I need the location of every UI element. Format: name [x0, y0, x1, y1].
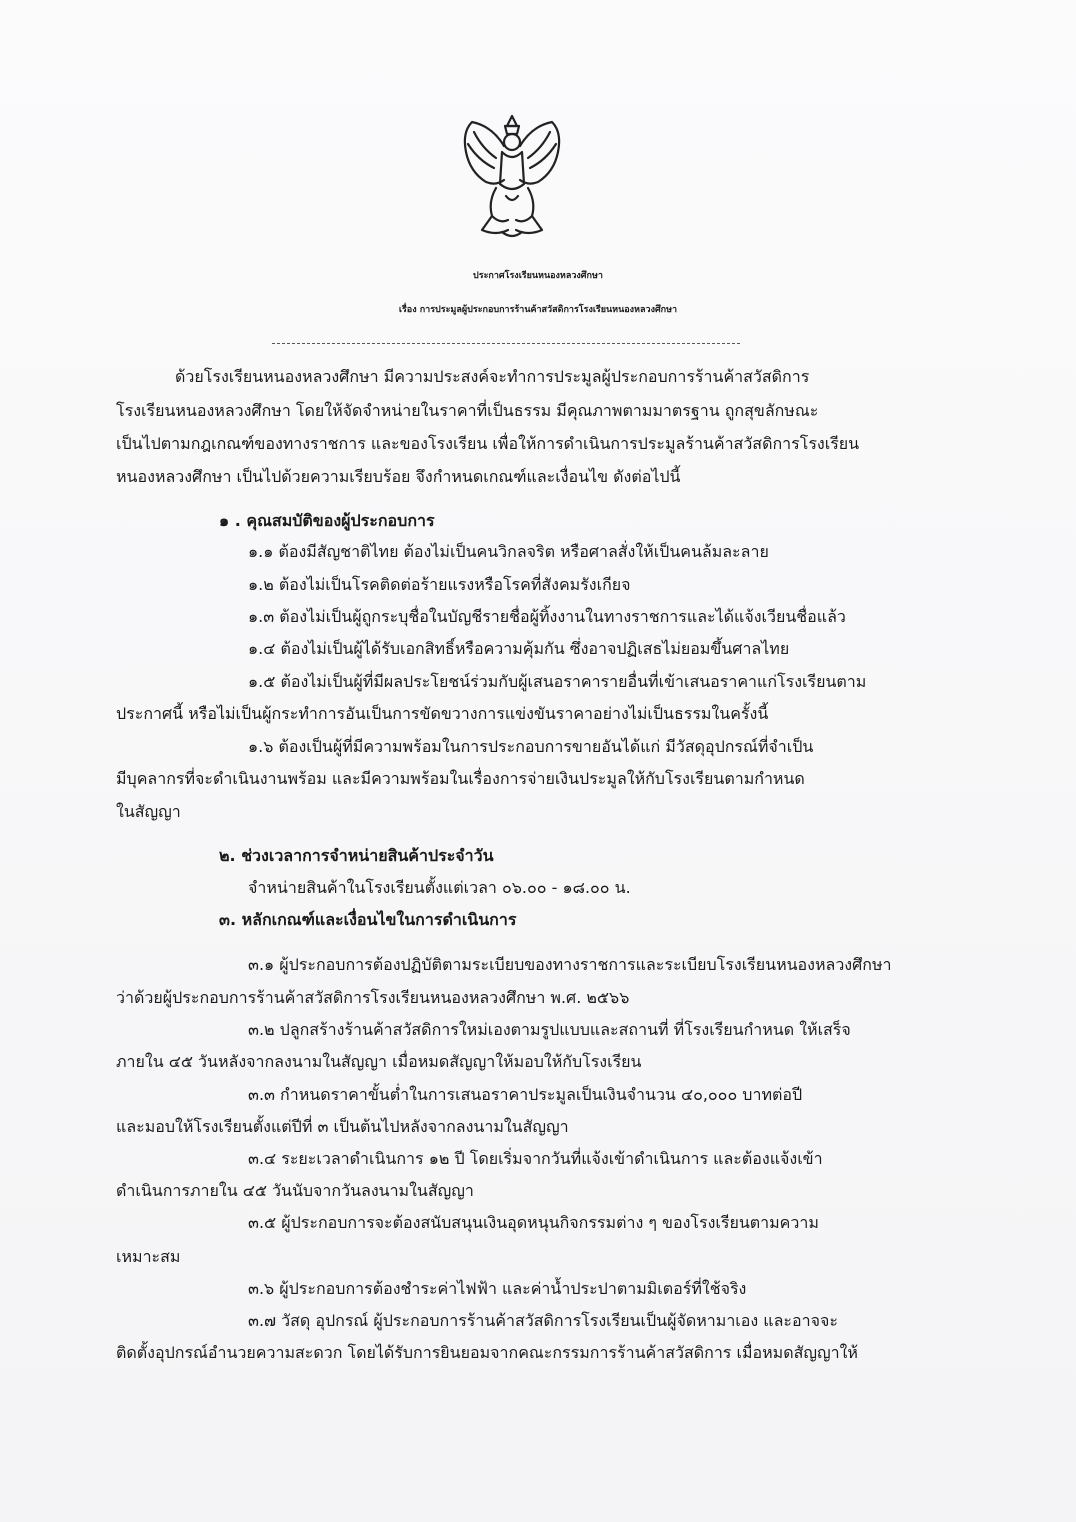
- section-1-line: ๑.๒ ต้องไม่เป็นโรคติดต่อร้ายแรงหรือโรคที่สังคมรังเกียจ: [248, 575, 631, 594]
- intro-line: ด้วยโรงเรียนหนองหลวงศึกษา มีความประสงค์จะทำการประมูลผู้ประกอบการร้านค้าสวัสดิการ: [175, 367, 810, 386]
- announcement-subject: เรื่อง การประมูลผู้ประกอบการร้านค้าสวัสดิการโรงเรียนหนองหลวงศึกษา: [398, 305, 678, 315]
- section-1-line: ๑.๔ ต้องไม่เป็นผู้ได้รับเอกสิทธิ์หรือความคุ้มกัน ซึ่งอาจปฏิเสธไม่ยอมขึ้นศาลไทย: [248, 639, 790, 658]
- garuda-emblem-icon: [452, 112, 572, 242]
- section-3-line: ๓.๗ วัสดุ อุปกรณ์ ผู้ประกอบการร้านค้าสวัสดิการโรงเรียนเป็นผู้จัดหามาเอง และอาจจะ: [248, 1311, 838, 1330]
- section-2-heading: ๒. ช่วงเวลาการจำหน่ายสินค้าประจำวัน: [219, 846, 494, 865]
- section-2-line: จำหน่ายสินค้าในโรงเรียนตั้งแต่เวลา ๐๖.๐๐ - ๑๘.๐๐ น.: [248, 878, 631, 897]
- section-1-line: ๑.๓ ต้องไม่เป็นผู้ถูกระบุชื่อในบัญชีรายชื่อผู้ทิ้งงานในทางราชการและได้แจ้งเวียนชื่อแล้ว: [248, 607, 846, 626]
- section-3-line: ๓.๑ ผู้ประกอบการต้องปฏิบัติตามระเบียบของทางราชการและระเบียบโรงเรียนหนองหลวงศึกษา: [248, 955, 892, 974]
- section-3-line: ๓.๔ ระยะเวลาดำเนินการ ๑๒ ปี โดยเริ่มจากวันที่แจ้งเข้าดำเนินการ และต้องแจ้งเข้า: [248, 1149, 823, 1168]
- intro-line: โรงเรียนหนองหลวงศึกษา โดยให้จัดจำหน่ายในราคาที่เป็นธรรม มีคุณภาพตามมาตรฐาน ถูกสุขลักษณะ: [116, 401, 819, 420]
- dashed-divider: [272, 343, 740, 344]
- section-1-line: ในสัญญา: [116, 802, 181, 821]
- section-3-heading: ๓. หลักเกณฑ์และเงื่อนไขในการดำเนินการ: [219, 910, 517, 929]
- section-3-line: ภายใน ๔๕ วันหลังจากลงนามในสัญญา เมื่อหมดสัญญาให้มอบให้กับโรงเรียน: [116, 1052, 642, 1071]
- section-3-line: ดำเนินการภายใน ๔๕ วันนับจากวันลงนามในสัญญา: [116, 1181, 474, 1200]
- section-1-line: มีบุคลากรที่จะดำเนินงานพร้อม และมีความพร้อมในเรื่องการจ่ายเงินประมูลให้กับโรงเรียนตามกำหนด: [116, 769, 805, 788]
- section-1-line: ประกาศนี้ หรือไม่เป็นผู้กระทำการอันเป็นการขัดขวางการแข่งขันราคาอย่างไม่เป็นธรรมในครั้งนี้: [116, 704, 769, 723]
- section-3-line: ๓.๓ กำหนดราคาขั้นต่ำในการเสนอราคาประมูลเป็นเงินจำนวน ๔๐,๐๐๐ บาทต่อปี: [248, 1085, 803, 1104]
- section-3-line: และมอบให้โรงเรียนตั้งแต่ปีที่ ๓ เป็นต้นไปหลังจากลงนามในสัญญา: [116, 1117, 569, 1136]
- section-1-line: ๑.๑ ต้องมีสัญชาติไทย ต้องไม่เป็นคนวิกลจริต หรือศาลสั่งให้เป็นคนล้มละลาย: [248, 542, 769, 561]
- section-1-line: ๑.๕ ต้องไม่เป็นผู้ที่มีผลประโยชน์ร่วมกับผู้เสนอราคารายอื่นที่เข้าเสนอราคาแก่โรงเรียนตาม: [248, 672, 867, 691]
- section-3-line: ๓.๒ ปลูกสร้างร้านค้าสวัสดิการใหม่เองตามรูปแบบและสถานที่ ที่โรงเรียนกำหนด ให้เสร็จ: [248, 1020, 851, 1039]
- section-1-heading: ๑ . คุณสมบัติของผู้ประกอบการ: [219, 511, 435, 530]
- section-1-line: ๑.๖ ต้องเป็นผู้ที่มีความพร้อมในการประกอบการขายอันได้แก่ มีวัสดุอุปกรณ์ที่จำเป็น: [248, 737, 814, 756]
- section-3-line: ๓.๖ ผู้ประกอบการต้องชำระค่าไฟฟ้า และค่าน้ำประปาตามมิเตอร์ที่ใช้จริง: [248, 1279, 747, 1298]
- section-3-line: เหมาะสม: [116, 1247, 181, 1266]
- section-3-line: ๓.๕ ผู้ประกอบการจะต้องสนับสนุนเงินอุดหนุนกิจกรรมต่าง ๆ ของโรงเรียนตามความ: [248, 1213, 819, 1232]
- announcement-title: ประกาศโรงเรียนหนองหลวงศึกษา: [473, 271, 603, 281]
- intro-line: หนองหลวงศึกษา เป็นไปด้วยความเรียบร้อย จึงกำหนดเกณฑ์และเงื่อนไข ดังต่อไปนี้: [116, 467, 681, 486]
- intro-line: เป็นไปตามกฎเกณฑ์ของทางราชการ และของโรงเรียน เพื่อให้การดำเนินการประมูลร้านค้าสวัสดิการโรงเรียน: [116, 434, 860, 453]
- section-3-line: ติดตั้งอุปกรณ์อำนวยความสะดวก โดยได้รับการยินยอมจากคณะกรรมการร้านค้าสวัสดิการ เมื่อหมดสัญญาให้: [116, 1343, 858, 1362]
- section-3-line: ว่าด้วยผู้ประกอบการร้านค้าสวัสดิการโรงเรียนหนองหลวงศึกษา พ.ศ. ๒๕๖๖: [116, 988, 630, 1007]
